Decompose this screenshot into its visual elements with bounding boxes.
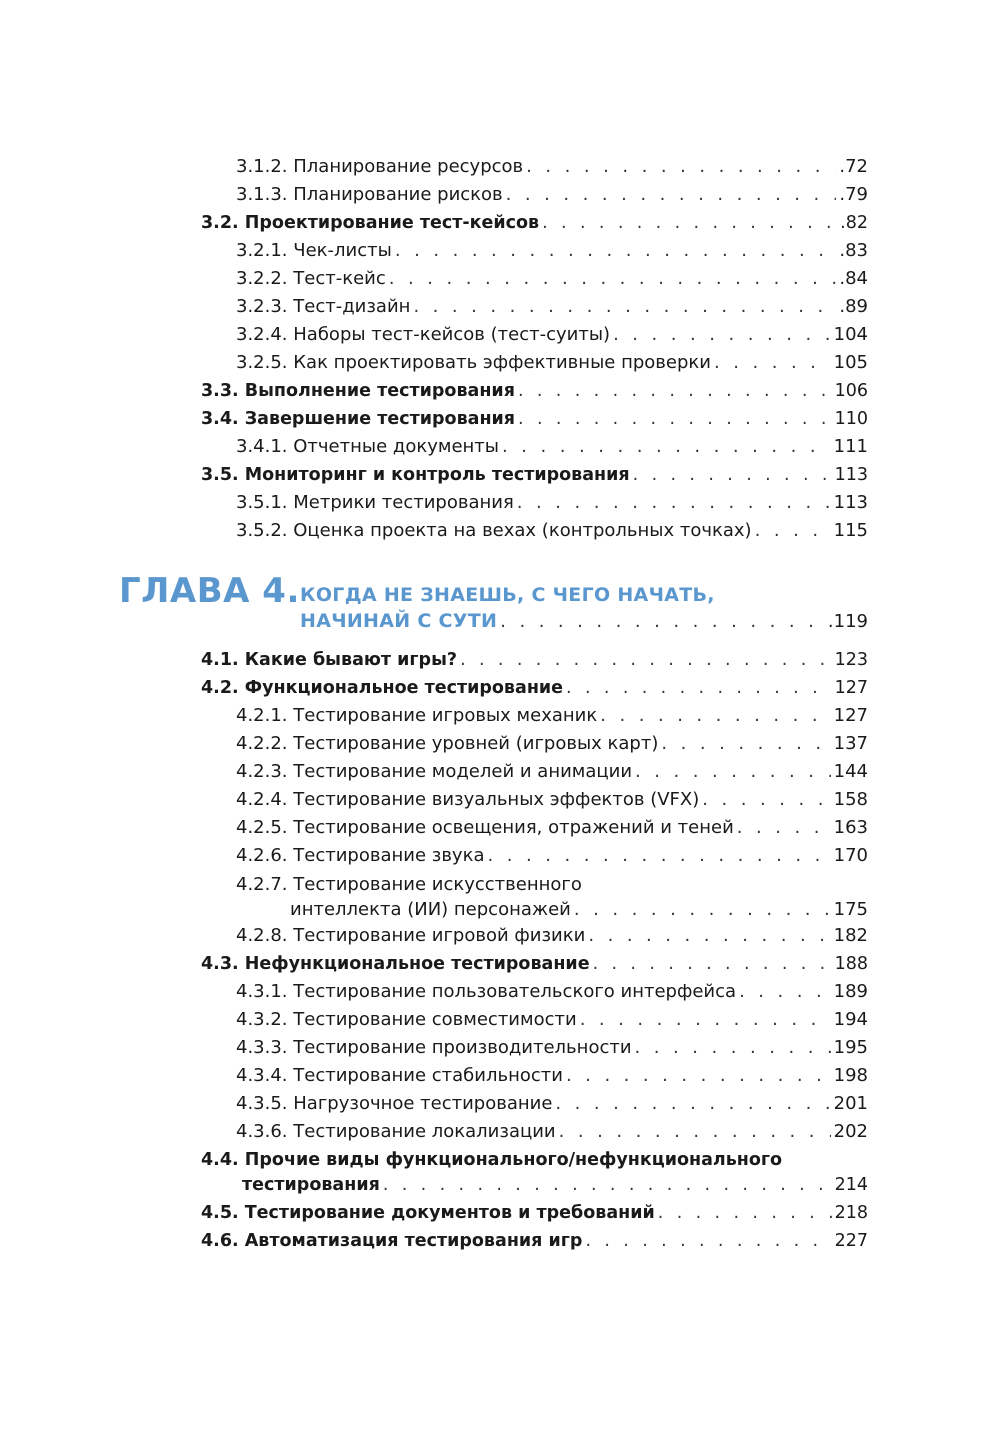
toc-entry-title: Автоматизация тестирования игр [244, 1231, 583, 1251]
toc-entry[interactable] [236, 1037, 868, 1059]
toc-entry-page: .89 [839, 296, 868, 317]
dot-leader [613, 324, 831, 346]
dot-leader [559, 1121, 831, 1143]
toc-entry-title: Проектирование тест-кейсов [244, 213, 540, 233]
toc-entry-number: 4.2.8. [236, 925, 288, 946]
toc-entry-number: 4.4. [201, 1150, 239, 1170]
toc-entry-second-line [236, 897, 868, 922]
toc-entry-page: 170 [833, 845, 868, 866]
toc-entry[interactable] [236, 733, 868, 755]
dot-leader [506, 184, 837, 206]
chapter-title-line1: КОГДА НЕ ЗНАЕШЬ, С ЧЕГО НАЧАТЬ, [300, 584, 715, 606]
toc-entry-title: Тестирование визуальных эффектов (VFX) [293, 789, 700, 810]
toc-entry-page: 127 [834, 678, 868, 698]
toc-entry-number: 3.5. [201, 465, 239, 485]
dot-leader [488, 845, 831, 867]
dot-leader [542, 212, 837, 234]
dot-leader [502, 436, 831, 458]
toc-entry-page: 111 [833, 436, 868, 457]
toc-entry-title-continued: тестирования [242, 1175, 380, 1195]
toc-entry-title: Метрики тестирования [293, 492, 514, 513]
toc-entry-number: 3.1.2. [236, 156, 288, 177]
toc-entry-number: 4.3.2. [236, 1009, 288, 1030]
toc-entry-page: 182 [833, 925, 868, 946]
toc-entry[interactable] [201, 1202, 868, 1224]
toc-entry-page: 158 [833, 789, 868, 810]
dot-leader [702, 789, 830, 811]
toc-entry[interactable] [236, 184, 868, 206]
toc-entry-number: 4.3. [201, 954, 239, 974]
dot-leader [526, 156, 836, 178]
toc-entry[interactable] [236, 492, 868, 514]
toc-entry-number: 3.2.4. [236, 324, 288, 345]
toc-entry-number: 4.6. [201, 1231, 239, 1251]
toc-entry-page: 115 [833, 520, 868, 541]
toc-entry[interactable] [236, 268, 868, 290]
dot-leader [566, 677, 832, 699]
toc-entry-page: .79 [839, 184, 868, 205]
toc-entry-page: .84 [839, 268, 868, 289]
dot-leader [585, 1230, 831, 1252]
toc-entry-page: 201 [833, 1093, 868, 1114]
toc-entry-page: .83 [839, 240, 868, 261]
toc-entry-title: Тест-кейс [293, 268, 386, 289]
toc-entry[interactable] [201, 953, 868, 975]
toc-entry-page: 113 [834, 465, 868, 485]
toc-entry-page: 110 [834, 409, 868, 429]
toc-entry[interactable] [201, 408, 868, 430]
toc-entry-title: Тестирование стабильности [293, 1065, 563, 1086]
toc-entry-number: 4.2.2. [236, 733, 288, 754]
toc-entry-title: Тестирование пользовательского интерфейса [293, 981, 737, 1002]
toc-entry-number: 4.1. [201, 650, 239, 670]
toc-entry-page: 214 [834, 1175, 868, 1195]
toc-entry-number: 3.2.1. [236, 240, 288, 261]
toc-entry-title: Функциональное тестирование [244, 678, 564, 698]
toc-entry-title: Тест-дизайн [293, 296, 411, 317]
toc-entry-title: Тестирование производительности [293, 1037, 632, 1058]
toc-entry-title: Тестирование игровой физики [293, 925, 586, 946]
toc-entry-page: 144 [833, 761, 868, 782]
toc-entry[interactable] [236, 296, 868, 318]
toc-entry-title: Нефункциональное тестирование [244, 954, 590, 974]
toc-entry[interactable] [236, 925, 868, 947]
toc-entry-title: Нагрузочное тестирование [293, 1093, 553, 1114]
toc-entry[interactable] [236, 1065, 868, 1087]
dot-leader [517, 492, 831, 514]
toc-entry-number: 4.3.6. [236, 1121, 288, 1142]
toc-entry-second-line [201, 1173, 868, 1198]
toc-entry-number: 3.2.5. [236, 352, 288, 373]
toc-entry-number: 4.2.4. [236, 789, 288, 810]
toc-entry-title: Чек-листы [293, 240, 392, 261]
chapter-page-number: .119 [827, 611, 868, 632]
toc-entry-number: 4.3.1. [236, 981, 288, 1002]
toc-entry-page: 105 [833, 352, 868, 373]
toc-entry[interactable] [236, 436, 868, 458]
toc-entry-title: Планирование рисков [293, 184, 503, 205]
toc-entry-page: 123 [834, 650, 868, 670]
toc-entry-title: Какие бывают игры? [244, 650, 458, 670]
toc-entry-page: 227 [834, 1231, 868, 1251]
toc-entry-title: Тестирование локализации [293, 1121, 556, 1142]
dot-leader [635, 761, 831, 783]
toc-entry-title: Выполнение тестирования [244, 381, 515, 401]
toc-entry-page: 202 [833, 1121, 868, 1142]
toc-entry-number: 3.5.1. [236, 492, 288, 513]
toc-entry[interactable] [236, 789, 868, 811]
toc-entry-number: 4.2.7. [236, 874, 288, 895]
toc-entry-title: Тестирование моделей и анимации [293, 761, 633, 782]
dot-leader [500, 611, 825, 632]
toc-entry-title: Отчетные документы [293, 436, 499, 457]
toc-entry-page: 113 [833, 492, 868, 513]
toc-entry-page: .72 [839, 156, 868, 177]
toc-entry-number: 4.3.5. [236, 1093, 288, 1114]
toc-entry-number: 3.5.2. [236, 520, 288, 541]
dot-leader [566, 1065, 831, 1087]
toc-entry-number: 4.3.3. [236, 1037, 288, 1058]
toc-entry[interactable] [201, 212, 868, 234]
toc-entry[interactable] [236, 845, 868, 867]
toc-entry[interactable] [201, 380, 868, 402]
toc-entry[interactable] [201, 464, 868, 486]
dot-leader [518, 380, 832, 402]
toc-entry[interactable] [236, 1093, 868, 1115]
chapter-title-row [300, 608, 868, 634]
toc-entry-first-line [236, 872, 868, 897]
toc-entry-page: 163 [833, 817, 868, 838]
dot-leader [739, 981, 831, 1003]
toc-entry-number: 3.4.1. [236, 436, 288, 457]
toc-entry-multiline[interactable] [201, 1148, 868, 1198]
toc-entry[interactable] [236, 705, 868, 727]
toc-entry-page: 104 [833, 324, 868, 345]
dot-leader [737, 817, 831, 839]
toc-entry-title: Тестирование освещения, отражений и теней [293, 817, 734, 838]
toc-entry[interactable] [201, 677, 868, 699]
dot-leader [633, 464, 832, 486]
toc-entry-first-line [201, 1148, 868, 1173]
chapter-label: ГЛАВА 4. [119, 571, 300, 611]
dot-leader [389, 268, 837, 290]
dot-leader [518, 408, 832, 430]
toc-entry-number: 3.4. [201, 409, 239, 429]
toc-entry-title: Как проектировать эффективные проверки [293, 352, 711, 373]
toc-entry-number: 4.2.5. [236, 817, 288, 838]
dot-leader [395, 240, 837, 262]
dot-leader [580, 1009, 831, 1031]
toc-entry-number: 4.2.6. [236, 845, 288, 866]
toc-entry-title: Тестирование искусственного [293, 874, 582, 895]
toc-entry-title: Тестирование уровней (игровых карт) [293, 733, 659, 754]
toc-entry[interactable] [236, 761, 868, 783]
dot-leader [714, 352, 831, 374]
toc-entry[interactable] [236, 1009, 868, 1031]
toc-entry-number: 4.2.3. [236, 761, 288, 782]
toc-entry-number: 3.2.3. [236, 296, 288, 317]
toc-entry-number: 3.2. [201, 213, 239, 233]
toc-entry[interactable] [236, 1121, 868, 1143]
toc-entry-page: 218 [834, 1203, 868, 1223]
toc-entry-title: Мониторинг и контроль тестирования [244, 465, 630, 485]
toc-entry[interactable] [236, 981, 868, 1003]
dot-leader [574, 897, 831, 922]
chapter-title-line2: НАЧИНАЙ С СУТИ [300, 610, 498, 632]
chapter-heading [119, 568, 868, 638]
toc-entry-title: Тестирование звука [293, 845, 485, 866]
dot-leader [588, 925, 830, 947]
toc-entry[interactable] [236, 156, 868, 178]
dot-leader [413, 296, 836, 318]
toc-entry-title: Наборы тест-кейсов (тест-суиты) [293, 324, 611, 345]
toc-entry-page: 195 [833, 1037, 868, 1058]
toc-entry-title: Тестирование игровых механик [293, 705, 598, 726]
toc-entry-page: 189 [833, 981, 868, 1002]
toc-entry-title: Оценка проекта на вехах (контрольных точках) [293, 520, 752, 541]
toc-entry-page: 198 [833, 1065, 868, 1086]
toc-entry-page: 194 [833, 1009, 868, 1030]
dot-leader [593, 953, 832, 975]
toc-entry[interactable] [201, 649, 868, 671]
toc-entry-number: 3.1.3. [236, 184, 288, 205]
dot-leader [658, 1202, 832, 1224]
toc-entry-title: Прочие виды функционального/нефункционального [244, 1150, 783, 1170]
toc-entry-number: 4.3.4. [236, 1065, 288, 1086]
dot-leader [383, 1173, 832, 1198]
dot-leader [755, 520, 831, 542]
dot-leader [635, 1037, 831, 1059]
toc-entry[interactable] [236, 240, 868, 262]
toc-entry-title: Планирование ресурсов [293, 156, 524, 177]
toc-entry-multiline[interactable] [236, 872, 868, 922]
toc-entry-page: 188 [834, 954, 868, 974]
toc-entry[interactable] [236, 520, 868, 542]
toc-entry-number: 3.2.2. [236, 268, 288, 289]
toc-entry[interactable] [236, 324, 868, 346]
toc-entry[interactable] [236, 817, 868, 839]
toc-entry-title: Завершение тестирования [244, 409, 516, 429]
toc-entry-number: 4.5. [201, 1203, 239, 1223]
toc-entry-title: Тестирование совместимости [293, 1009, 577, 1030]
toc-entry-number: 4.2.1. [236, 705, 288, 726]
toc-entry-title-continued: интеллекта (ИИ) персонажей [290, 899, 571, 920]
toc-entry-page: 127 [833, 705, 868, 726]
toc-entry[interactable] [201, 1230, 868, 1252]
dot-leader [661, 733, 830, 755]
toc-entry-page: 137 [833, 733, 868, 754]
toc-entry-page: .82 [840, 213, 868, 233]
toc-entry-page: 175 [833, 899, 868, 920]
toc-entry-number: 3.3. [201, 381, 239, 401]
toc-entry-number: 4.2. [201, 678, 239, 698]
dot-leader [600, 705, 830, 727]
toc-entry-title: Тестирование документов и требований [244, 1203, 655, 1223]
toc-entry[interactable] [236, 352, 868, 374]
toc-entry-page: 106 [834, 381, 868, 401]
dot-leader [555, 1093, 830, 1115]
dot-leader [460, 649, 832, 671]
